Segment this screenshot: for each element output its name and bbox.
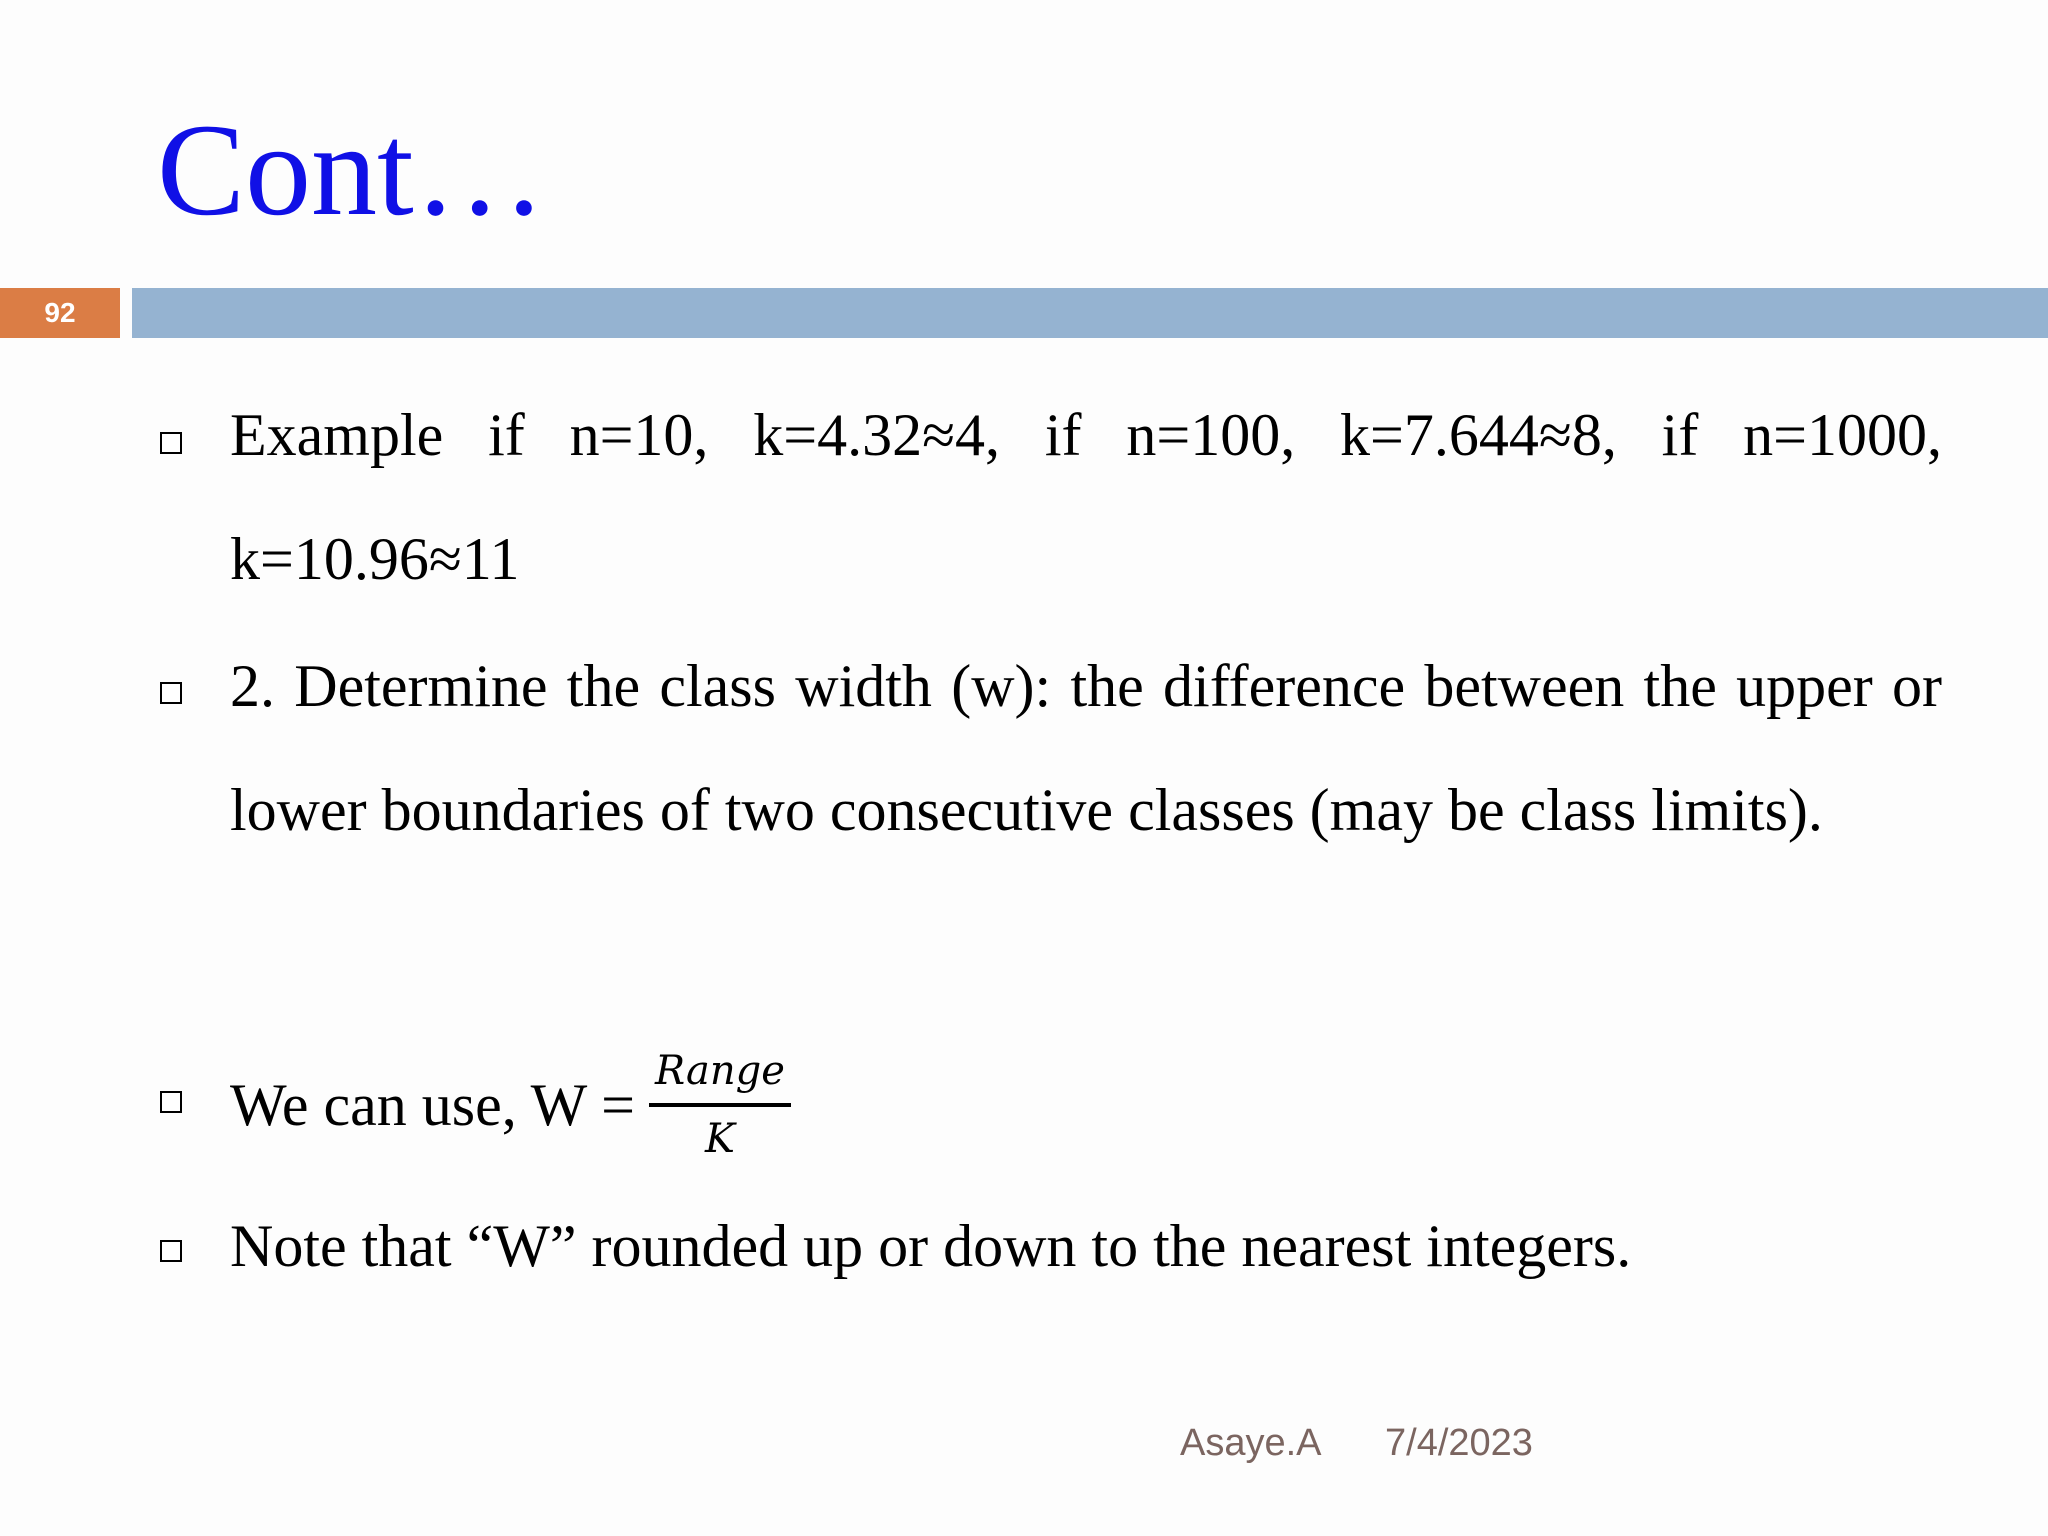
formula-lead-text: We can use, W = — [230, 1072, 635, 1138]
slide-number: 92 — [44, 297, 76, 328]
fraction-numerator: Range — [655, 1048, 785, 1094]
bullet-text-example: Example if n=10, k=4.32≈4, if n=100, k=7.644≈8, if n=1000, k=10.96≈11 — [230, 402, 1942, 592]
footer-author: Asaye.A — [1180, 1422, 1322, 1464]
hollow-square-bullet-icon — [160, 1091, 182, 1113]
hollow-square-bullet-icon — [160, 1240, 182, 1262]
hollow-square-bullet-icon — [160, 682, 182, 704]
bullet-text-class-width: 2. Determine the class width (w): the difference between the upper or lower boundaries of two consecutive classes (may be class limits). — [230, 653, 1942, 843]
range-over-k-fraction — [649, 1045, 791, 1165]
slide-title: Cont… — [157, 96, 546, 243]
fraction-denominator: K — [705, 1116, 735, 1162]
hollow-square-bullet-icon — [160, 432, 182, 454]
bullet-text-note: Note that “W” rounded up or down to the nearest integers. — [230, 1213, 1632, 1279]
formula-line — [230, 1045, 791, 1165]
footer-date: 7/4/2023 — [1385, 1422, 1533, 1464]
